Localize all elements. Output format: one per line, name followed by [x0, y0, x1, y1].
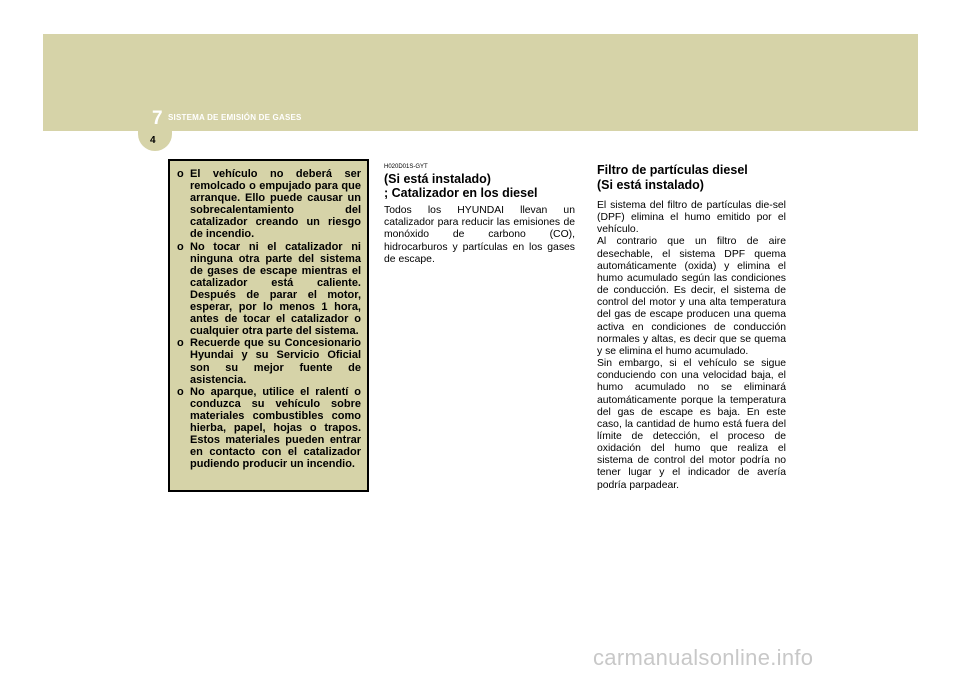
section-code: H020D01S-GYT — [384, 164, 428, 170]
dpf-title — [597, 163, 797, 193]
warning-item — [176, 168, 361, 241]
catalyst-title-line2: ; Catalizador en los diesel — [384, 186, 538, 200]
warning-list — [176, 168, 361, 470]
dpf-paragraph: Sin embargo, si el vehículo se sigue conduciendo con una velocidad baja, el humo acumulado no se eliminará automáticamente porque la temperatura del gas de escape es baja. En este caso, la cantidad de humo está fuera del límite de detección, el proceso de oxidación del humo que realiza el sistema de control del motor podría no tener lugar y el indicador de avería podría parpadear. — [597, 358, 786, 491]
bullet-icon: o — [177, 337, 184, 350]
warning-text: El vehículo no deberá ser remolcado o empujado para que arranque. Ello puede causar un sobrecalentamiento del catalizador creando un riesgo de incendio. — [190, 168, 361, 241]
catalyst-body: Todos los HYUNDAI llevan un catalizador para reducir las emisiones de monóxido de carbono (CO), hidrocarburos y partículas en los gases de escape. — [384, 205, 575, 265]
bullet-icon: o — [177, 168, 184, 180]
dpf-body — [597, 200, 786, 492]
dpf-paragraph: Al contrario que un filtro de aire desechable, el sistema DPF quema automáticamente (oxida) y elimina el humo acumulado según las condiciones de conducción. Es decir, el sistema de control del motor y una alta temperatura del gas de escape producen una quema activa en condiciones de conducción normales y altas, es decir que se quema y se elimina el humo acumulado. — [597, 236, 786, 357]
warning-item — [176, 386, 361, 471]
dpf-paragraph: El sistema del filtro de partículas die-sel (DPF) elimina el humo emitido por el vehículo. — [597, 200, 786, 236]
chapter-number: 7 — [152, 108, 163, 129]
catalyst-title — [384, 172, 584, 200]
catalyst-title-line1: (Si está instalado) — [384, 172, 491, 186]
bullet-icon: o — [177, 240, 184, 253]
warning-text: No tocar ni el catalizador ni ninguna otra parte del sistema de gases de escape mientras el catalizador está caliente. Después de parar el motor, esperar, por lo menos 1 hora, antes de tocar el catalizador o cualquier otra parte del sistema. — [190, 240, 361, 338]
warning-text: No aparque, utilice el ralentí o conduzca su vehículo sobre materiales combustibles como hierba, papel, hojas o trapos. Estos materiales pueden entrar en contacto con el catalizador pudiendo producir un incendio. — [190, 385, 361, 471]
chapter-title: SISTEMA DE EMISIÓN DE GASES — [168, 113, 302, 122]
dpf-title-line1: Filtro de partículas diesel — [597, 163, 748, 177]
warning-box — [168, 159, 369, 492]
page-number: 4 — [150, 135, 156, 146]
bullet-icon: o — [177, 385, 184, 398]
warning-text: Recuerde que su Concesionario Hyundai y su Servicio Oficial son su mejor fuente de asistencia. — [190, 337, 361, 386]
watermark: carmanualsonline.info — [593, 645, 814, 670]
warning-item — [176, 337, 361, 385]
dpf-title-line2: (Si está instalado) — [597, 178, 704, 192]
warning-item — [176, 241, 361, 338]
